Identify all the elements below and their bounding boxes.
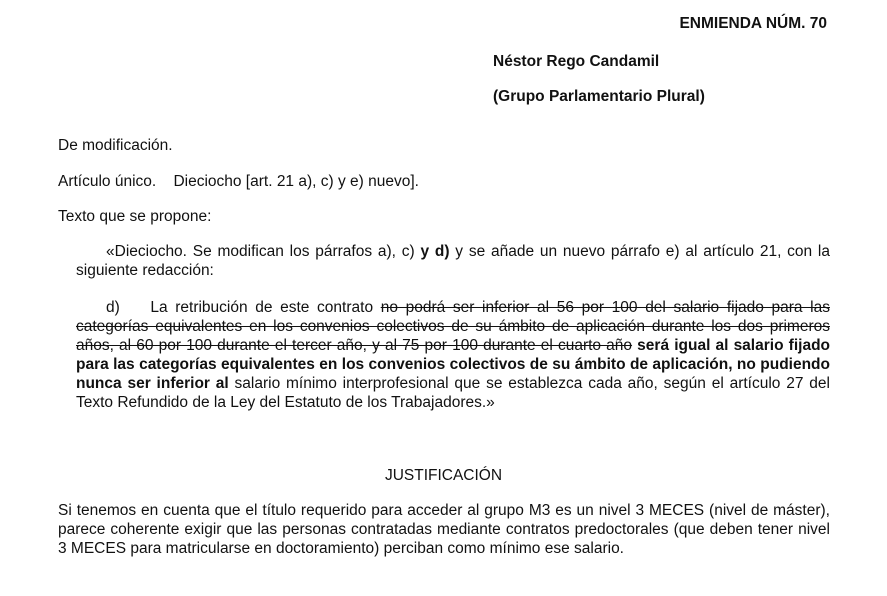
intro-paragraph: [76, 242, 830, 280]
article-reference: Artículo único. Dieciocho [art. 21 a), c) y e) nuevo].: [58, 173, 419, 190]
paragraph-d-prefix: d) La retribución de este contrato: [106, 299, 381, 316]
paragraph-d-suffix: salario mínimo interprofesional que se establezca cada año, según el artículo 27 del Texto Refundido de la Ley del Estatuto de los Trabajadores.»: [76, 375, 830, 411]
intro-bold: y d): [420, 243, 450, 260]
amendment-number: ENMIENDA NÚM. 70: [679, 15, 827, 32]
author-name: Néstor Rego Candamil: [493, 53, 660, 70]
justification-title: JUSTIFICACIÓN: [384, 467, 503, 484]
proposal-label: Texto que se propone:: [58, 208, 212, 225]
inserted-text: será igual al salario fijado para las categorías equivalentes en los convenios colectivos de su ámbito de aplicación, no pudiendo nunca ser inferior al: [76, 337, 830, 392]
amendment-type: De modificación.: [58, 137, 173, 154]
justification-text: Si tenemos en cuenta que el título requerido para acceder al grupo M3 es un nivel 3 MECES (nivel de máster), parece coherente exigir que las personas contratadas mediante contratos predoctorales (que deben tener nivel 3 MECES para matricularse en doctoramiento) perciban como mínimo ese salario.: [58, 502, 830, 557]
paragraph-d: [76, 298, 830, 412]
intro-text-1: «Dieciocho. Se modifican los párrafos a), c): [106, 243, 421, 260]
parliamentary-group: (Grupo Parlamentario Plural): [493, 88, 705, 105]
intro-text-2: y se añade un nuevo párrafo e) al artículo 21, con la siguiente redacción:: [76, 243, 830, 279]
deleted-text: no podrá ser inferior al 56 por 100 del salario fijado para las categorías equivalentes en los convenios colectivos de su ámbito de aplicación durante los dos primeros años, al 60 por 100 durante el tercer año, y al 75 por 100 durante el cuarto año: [76, 299, 830, 354]
